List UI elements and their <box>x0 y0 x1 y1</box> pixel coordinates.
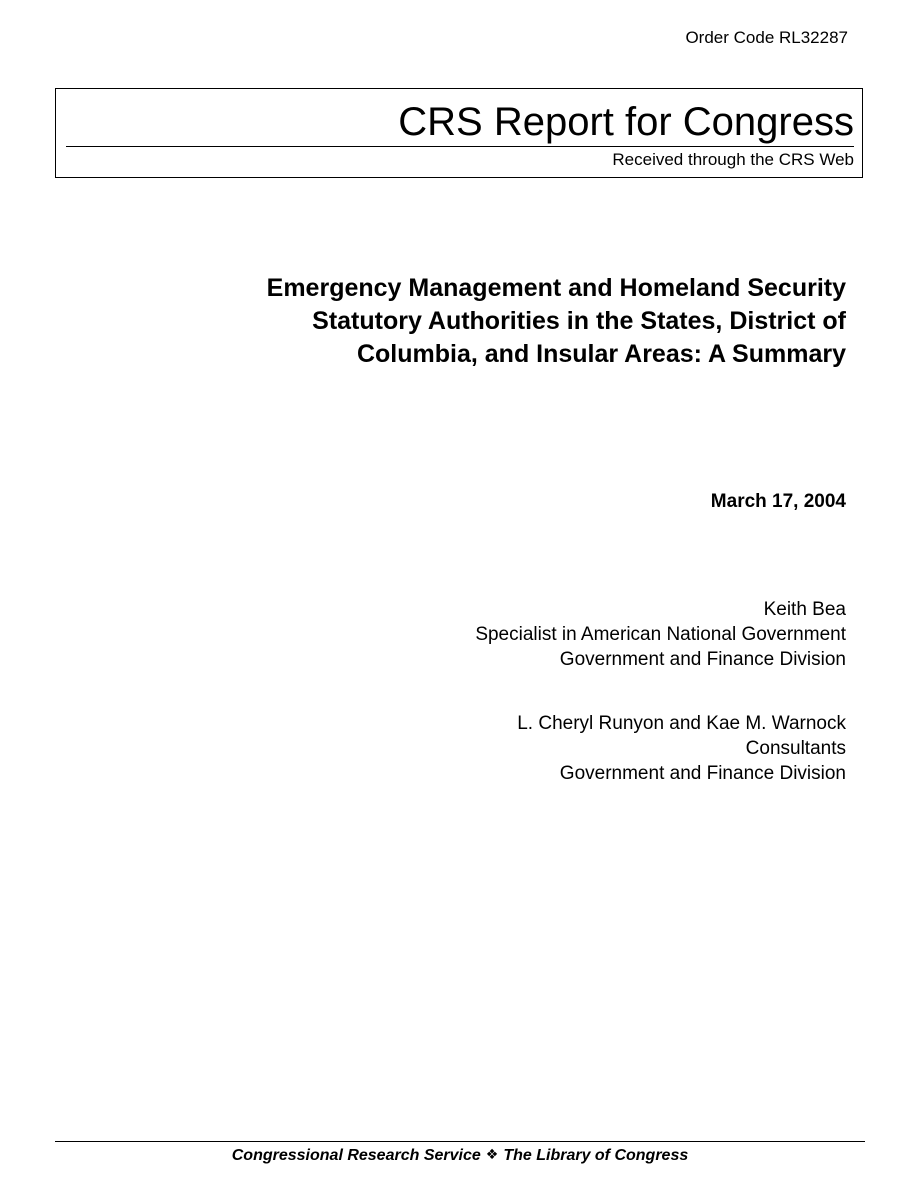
report-title-line: Emergency Management and Homeland Security <box>266 274 846 302</box>
author-role: Consultants <box>745 738 846 759</box>
series-subtitle: Received through the CRS Web <box>612 150 854 169</box>
order-code: Order Code RL32287 <box>685 28 848 47</box>
header-divider <box>66 146 854 147</box>
author-block-1 <box>475 597 846 672</box>
report-title-line: Columbia, and Insular Areas: A Summary <box>356 340 846 368</box>
footer-library: The Library of Congress <box>503 1147 689 1164</box>
report-date: March 17, 2004 <box>710 491 846 512</box>
author-division: Government and Finance Division <box>559 763 846 784</box>
author-block-2 <box>517 711 846 786</box>
report-title-line: Statutory Authorities in the States, District of <box>312 307 846 335</box>
author-name: L. Cheryl Runyon and Kae M. Warnock <box>517 713 846 734</box>
author-name: Keith Bea <box>763 599 846 620</box>
four-petal-diamond-icon: ❖ <box>485 1146 499 1162</box>
series-title: CRS Report for Congress <box>398 100 854 144</box>
report-header-box <box>55 88 863 178</box>
footer-divider <box>55 1141 865 1142</box>
author-role: Specialist in American National Government <box>475 624 846 645</box>
footer-publisher: Congressional Research Service <box>231 1147 481 1164</box>
footer <box>55 1145 865 1166</box>
report-title <box>146 272 846 371</box>
author-division: Government and Finance Division <box>559 649 846 670</box>
